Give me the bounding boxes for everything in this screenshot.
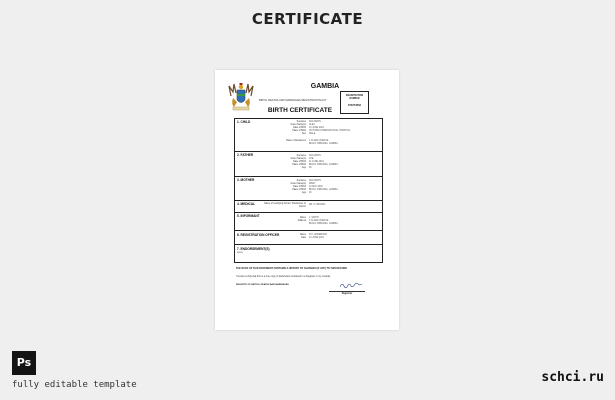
field-value: 24 JUNE 2021	[309, 237, 324, 239]
field-value: J. SMITH	[309, 217, 319, 219]
field-value: BIJILO, BRIKAMA, GAMBIA	[309, 223, 338, 225]
section-label: 4. MEDICAL	[237, 202, 256, 206]
certificate-sheet	[215, 70, 399, 330]
registrar-label: Registrar	[341, 292, 353, 295]
field-label: Place of Birth	[292, 130, 306, 132]
certify-text: I hereby certify that this is a true copy of particulars contained in a Register in my custody	[236, 275, 331, 278]
field-value: VICTORIA INTERNATIONAL HOSPITAL	[309, 130, 351, 132]
field-label: Place of Residence	[286, 140, 306, 142]
section-child	[235, 119, 382, 151]
field-value: SOLOMON	[309, 155, 321, 157]
field-label: Sex	[302, 133, 306, 135]
field-value: 20	[309, 167, 312, 169]
field-value: MALE	[309, 133, 316, 135]
section-registration-officer	[235, 230, 382, 245]
section-mother	[235, 176, 382, 201]
field-value: ALEX	[309, 124, 315, 126]
field-label: Name of Certifying Doctor, Practitioner or Doctor	[264, 203, 306, 208]
field-value: 4 CLARK AVENUE	[309, 140, 329, 142]
tagline: fully editable template	[12, 380, 137, 390]
field-value: 19	[309, 192, 312, 194]
signature-icon	[339, 281, 363, 289]
field-label: Address	[297, 220, 306, 222]
brand-watermark: schci.ru	[541, 370, 604, 385]
field-label: Given Name(s)	[290, 183, 306, 185]
field-label: Date of Birth	[293, 127, 306, 129]
field-label: Place of Birth	[292, 189, 306, 191]
field-label: Given Name(s)	[290, 124, 306, 126]
field-label: Place of Birth	[292, 164, 306, 166]
field-label: Given Name(s)	[290, 158, 306, 160]
country-name: GAMBIA	[310, 83, 340, 90]
registry-label: REGISTRY OF BIRTHS, DEATHS AND MARRIAGES	[236, 284, 289, 286]
endorsement-note: Nil/Nil	[237, 252, 243, 254]
field-label: Date of Birth	[293, 161, 306, 163]
field-label: Name	[299, 234, 306, 236]
document-title: BIRTH CERTIFICATE	[267, 107, 333, 114]
field-value: SOLOMON	[309, 180, 321, 182]
section-label: 5. INFORMANT	[237, 214, 260, 218]
section-label: 6. REGISTRATION OFFICER	[237, 233, 280, 237]
coat-of-arms-icon	[228, 80, 254, 112]
field-label: Name	[299, 217, 306, 219]
field-value: R.H. ANDERSON	[309, 234, 328, 236]
section-label: 1. CHILD	[237, 120, 251, 124]
field-value: 11 JUNE 2001	[309, 161, 324, 163]
field-value: 23 JUNE 2021	[309, 127, 324, 129]
field-label: Surname	[296, 180, 306, 182]
photoshop-logo-icon: Ps	[12, 351, 36, 375]
field-value: DR. D. BROWN	[309, 204, 326, 206]
section-endorsements	[235, 244, 382, 263]
form-table	[234, 118, 383, 263]
field-label: Date of Birth	[293, 186, 306, 188]
page-title: CERTIFICATE	[251, 10, 364, 28]
field-value: BIJILO, BRIKAMA, GAMBIA	[309, 189, 338, 191]
section-father	[235, 151, 382, 177]
section-label: 7. ENDORSEMENT(S)	[237, 247, 270, 251]
section-label: 2. FATHER	[237, 153, 254, 157]
back-note: THE BACK OF THIS DOCUMENT CONTAINS A HISTORY OF CHANGES (IF ANY) TO THIS RECORD	[236, 267, 347, 270]
field-value: MARY	[309, 183, 316, 185]
registration-number: 870273663	[348, 104, 361, 107]
field-value: 4 CLARK AVENUE	[309, 220, 329, 222]
field-value: BIJILO, BRIKAMA, GAMBIA	[309, 143, 338, 145]
registration-label: REGISTRATION NUMBER	[345, 95, 364, 100]
field-label: Surname	[296, 121, 306, 123]
section-label: 3. MOTHER	[237, 178, 255, 182]
field-label: Age	[301, 167, 306, 169]
field-label: Date	[301, 237, 306, 239]
field-value: JOE	[309, 158, 314, 160]
field-label: Surname	[296, 155, 306, 157]
field-value: BIJILO, BRIKAMA, GAMBIA	[309, 164, 338, 166]
department-line: BIRTH, DEATHS AND MARRIAGES REGISTRATION ACT	[259, 99, 327, 102]
field-value: SOLOMON	[309, 121, 321, 123]
section-informant	[235, 212, 382, 231]
field-label: Age	[301, 192, 306, 194]
field-value: 12 MAY 2002	[309, 186, 323, 188]
